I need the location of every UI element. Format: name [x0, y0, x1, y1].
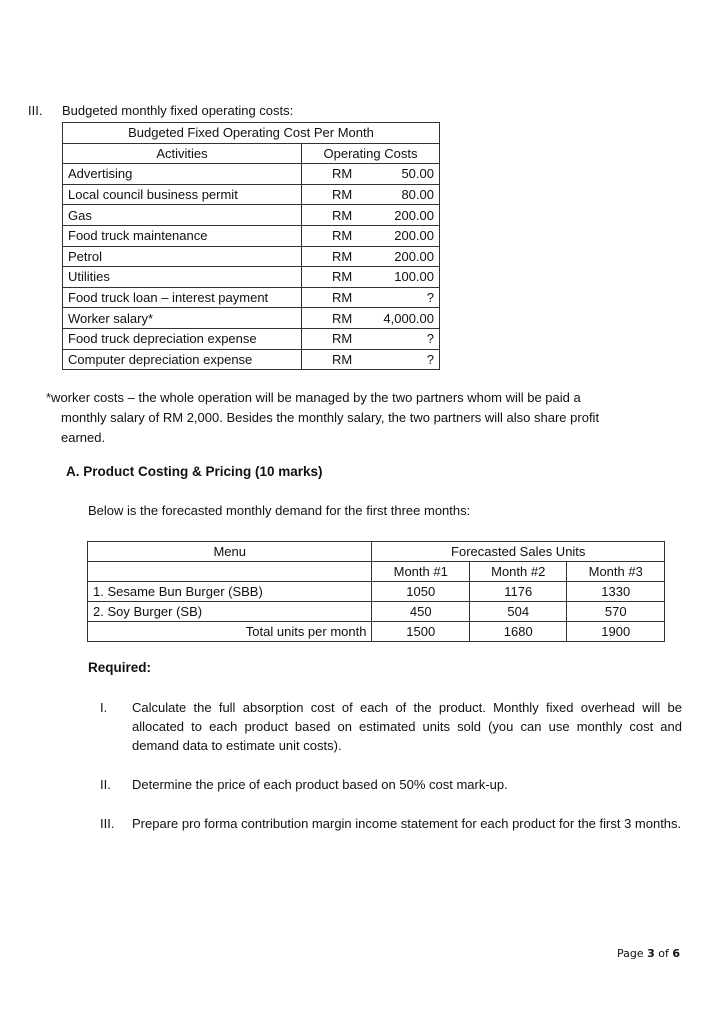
question-item: [88, 698, 682, 755]
table-row: [88, 582, 665, 602]
month-2-header: Month #2: [469, 562, 567, 582]
cost-cell: [302, 328, 440, 349]
activity-cell: Advertising: [63, 164, 302, 185]
question-text: Prepare pro forma contribution margin income statement for each product for the first 3 months.: [132, 816, 682, 831]
note-line: monthly salary of RM 2,000. Besides the monthly salary, the two partners will also share profit: [61, 410, 600, 425]
cost-value: ?: [426, 290, 434, 306]
cost-value: ?: [426, 331, 434, 347]
month-1-header: Month #1: [372, 562, 470, 582]
table-row: [63, 246, 440, 267]
table-row: [63, 184, 440, 205]
question-number: III.: [100, 816, 115, 831]
cost-value: 4,000.00: [383, 310, 434, 326]
worker-cost-note: [46, 388, 686, 448]
month-3-header: Month #3: [567, 562, 665, 582]
forecast-header: Forecasted Sales Units: [372, 542, 665, 562]
fixed-cost-table-caption: Budgeted Fixed Operating Cost Per Month: [63, 123, 440, 144]
menu-item: 2. Soy Burger (SB): [88, 602, 372, 622]
activity-cell: Local council business permit: [63, 184, 302, 205]
operating-costs-header: Operating Costs: [302, 143, 440, 164]
question-item: [88, 814, 682, 833]
demand-table: [87, 541, 665, 642]
activity-cell: Food truck loan – interest payment: [63, 287, 302, 308]
cost-cell: [302, 287, 440, 308]
cost-cell: [302, 246, 440, 267]
section-title: Budgeted monthly fixed operating costs:: [62, 103, 294, 118]
total-cell: 1680: [469, 622, 567, 642]
activities-header: Activities: [63, 143, 302, 164]
currency-label: RM: [332, 331, 353, 347]
menu-item: 1. Sesame Bun Burger (SBB): [88, 582, 372, 602]
part-a-heading: A. Product Costing & Pricing (10 marks): [66, 464, 323, 479]
cost-value: 100.00: [394, 269, 434, 285]
question-item: [88, 775, 682, 794]
question-number: II.: [100, 777, 111, 792]
page-current: 3: [647, 947, 655, 960]
table-row: [63, 287, 440, 308]
activity-cell: Worker salary*: [63, 308, 302, 329]
note-line: *worker costs – the whole operation will be managed by the two partners whom will be paid a: [46, 390, 581, 405]
question-number: I.: [100, 700, 108, 715]
menu-spacer: [88, 562, 372, 582]
total-cell: 1900: [567, 622, 665, 642]
table-row: [63, 225, 440, 246]
units-cell: 1176: [469, 582, 567, 602]
currency-label: RM: [332, 310, 353, 326]
page-prefix: Page: [616, 947, 648, 960]
table-row: [63, 164, 440, 185]
cost-value: 200.00: [394, 207, 434, 223]
cost-cell: [302, 349, 440, 370]
cost-value: 80.00: [401, 187, 434, 203]
currency-label: RM: [332, 228, 353, 244]
cost-cell: [302, 205, 440, 226]
currency-label: RM: [332, 290, 353, 306]
currency-label: RM: [332, 248, 353, 264]
part-a-intro: Below is the forecasted monthly demand for the first three months:: [88, 503, 471, 518]
question-text: Determine the price of each product based on 50% cost mark-up.: [132, 777, 508, 792]
cost-value: 200.00: [394, 228, 434, 244]
page-total: 6: [672, 947, 680, 960]
table-row: [63, 267, 440, 288]
table-row: [63, 328, 440, 349]
cost-cell: [302, 225, 440, 246]
note-line: earned.: [61, 430, 106, 445]
activity-cell: Gas: [63, 205, 302, 226]
activity-cell: Petrol: [63, 246, 302, 267]
table-row: [63, 308, 440, 329]
cost-cell: [302, 308, 440, 329]
menu-header: Menu: [88, 542, 372, 562]
units-cell: 1050: [372, 582, 470, 602]
currency-label: RM: [332, 207, 353, 223]
currency-label: RM: [332, 187, 353, 203]
activity-cell: Food truck maintenance: [63, 225, 302, 246]
table-row: [63, 349, 440, 370]
activity-cell: Computer depreciation expense: [63, 349, 302, 370]
cost-cell: [302, 184, 440, 205]
table-row: [88, 602, 665, 622]
units-cell: 570: [567, 602, 665, 622]
cost-value: ?: [426, 351, 434, 367]
units-cell: 450: [372, 602, 470, 622]
cost-value: 200.00: [394, 248, 434, 264]
section-number: III.: [28, 103, 43, 118]
cost-cell: [302, 267, 440, 288]
fixed-cost-table: [62, 122, 440, 370]
total-label: Total units per month: [88, 622, 372, 642]
total-cell: 1500: [372, 622, 470, 642]
total-row: [88, 622, 665, 642]
currency-label: RM: [332, 269, 353, 285]
currency-label: RM: [332, 351, 353, 367]
required-heading: Required:: [88, 660, 152, 675]
units-cell: 504: [469, 602, 567, 622]
page-number: [617, 947, 680, 960]
activity-cell: Food truck depreciation expense: [63, 328, 302, 349]
cost-cell: [302, 164, 440, 185]
activity-cell: Utilities: [63, 267, 302, 288]
currency-label: RM: [332, 166, 353, 182]
units-cell: 1330: [567, 582, 665, 602]
table-row: [63, 205, 440, 226]
question-text: Calculate the full absorption cost of each of the product. Monthly fixed overhead will be allocated to each product based on estimated units sold (you can use monthly cost and demand data to estimate unit costs).: [132, 700, 682, 753]
cost-value: 50.00: [401, 166, 434, 182]
page-of: of: [654, 947, 673, 960]
